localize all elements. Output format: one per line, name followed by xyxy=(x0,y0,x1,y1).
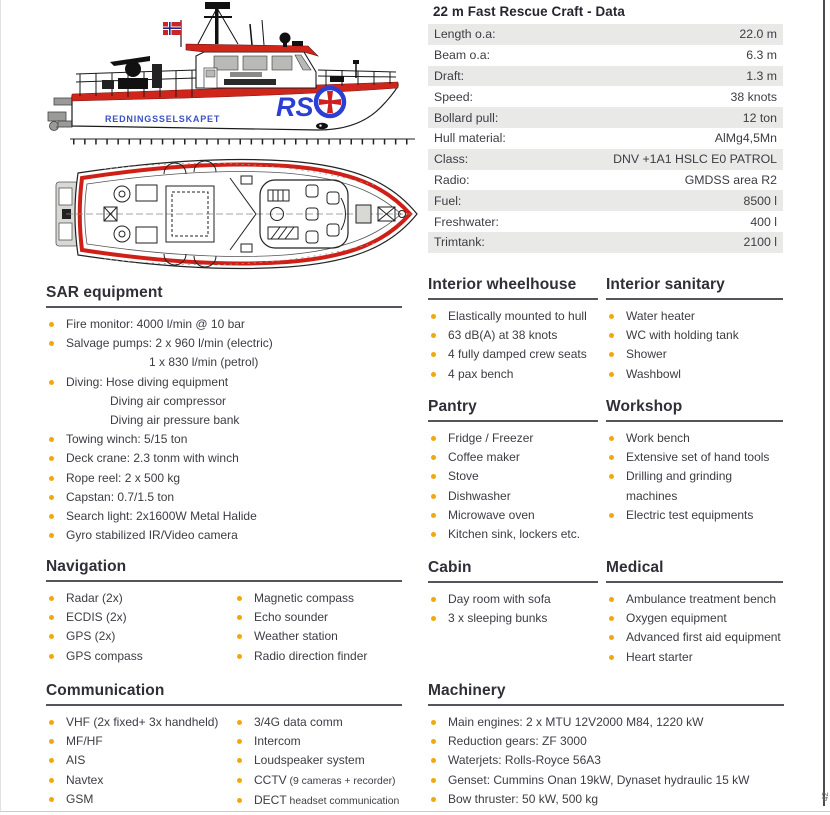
spec-label: Freshwater: xyxy=(434,214,499,229)
spec-value: 38 knots xyxy=(730,89,777,104)
list-item: GPS compass xyxy=(46,647,234,666)
hawse-eye xyxy=(316,123,328,129)
list-item: CCTV (9 cameras + recorder) xyxy=(234,771,402,791)
section-title-communication: Communication xyxy=(46,682,165,699)
list-item: 1 x 830 l/min (petrol) xyxy=(149,355,259,370)
page-side-label: 42 xyxy=(821,792,830,801)
machinery-list xyxy=(428,713,784,809)
list-item: Elastically mounted to hull xyxy=(428,307,598,326)
spec-row xyxy=(428,190,783,211)
spec-table-title: 22 m Fast Rescue Craft - Data xyxy=(433,4,625,19)
wheelhouse xyxy=(186,44,318,88)
list-item: Genset: Cummins Onan 19kW, Dynaset hydraulic 15 kW xyxy=(428,771,784,790)
list-item: Salvage pumps: 2 x 960 l/min (electric) xyxy=(46,334,402,353)
list-item: Shower xyxy=(606,345,783,364)
list-item: Stove xyxy=(428,467,598,486)
list-item: Day room with sofa xyxy=(428,590,598,609)
spec-label: Radio: xyxy=(434,172,470,187)
spec-label: Draft: xyxy=(434,68,465,83)
section-interior-wheelhouse xyxy=(428,276,598,384)
list-item: Water heater xyxy=(606,307,783,326)
list-item: Search light: 2x1600W Metal Halide xyxy=(46,507,402,526)
page-right-border xyxy=(823,0,825,806)
mast-and-antennas xyxy=(198,2,303,47)
list-item: Extensive set of hand tools xyxy=(606,448,783,467)
list-item: ECDIS (2x) xyxy=(46,608,234,627)
list-item: Fridge / Freezer xyxy=(428,429,598,448)
list-item: 3/4G data comm xyxy=(234,713,402,732)
section-machinery xyxy=(428,682,784,809)
list-item: Fire monitor: 4000 l/min @ 10 bar xyxy=(46,315,402,334)
spec-value: 1.3 m xyxy=(746,68,777,83)
spec-row xyxy=(428,128,783,149)
list-item: Radar (2x) xyxy=(46,589,234,608)
spec-value: GMDSS area R2 xyxy=(684,172,777,187)
spec-row xyxy=(428,170,783,191)
list-item: Drilling and grinding machines xyxy=(606,467,783,505)
list-item: GPS (2x) xyxy=(46,627,234,646)
section-cabin xyxy=(428,559,598,628)
section-sar-equipment xyxy=(46,284,402,545)
list-item: Coffee maker xyxy=(428,448,598,467)
list-item: Dishwasher xyxy=(428,487,598,506)
list-item: Weather station xyxy=(234,627,402,646)
list-item: WC with holding tank xyxy=(606,326,783,345)
divider xyxy=(428,581,598,583)
list-item: VHF (2x fixed+ 3x handheld) xyxy=(46,713,234,732)
boat-deck-plan-illustration xyxy=(48,152,420,276)
list-item: Waterjets: Rolls-Royce 56A3 xyxy=(428,751,784,770)
navigation-list-col1 xyxy=(46,589,234,666)
communication-list-col2 xyxy=(234,713,402,811)
list-item: Washbowl xyxy=(606,365,783,384)
rs-logo-text: RS xyxy=(276,92,314,122)
spec-row xyxy=(428,211,783,232)
list-item: Bow thruster: 50 kW, 500 kg xyxy=(428,790,784,809)
list-item: Microwave oven xyxy=(428,506,598,525)
list-item: Oxygen equipment xyxy=(606,609,783,628)
page-bottom-border xyxy=(0,811,830,812)
spec-label: Length o.a: xyxy=(434,27,496,42)
boat-side-view-illustration xyxy=(18,0,420,150)
sar-list xyxy=(46,315,402,545)
spec-row xyxy=(428,107,783,128)
communication-list-col1 xyxy=(46,713,234,811)
spec-value: 22.0 m xyxy=(739,27,777,42)
spec-row xyxy=(428,149,783,170)
list-item: Diving: Hose diving equipment xyxy=(46,373,402,392)
hull-name-text: REDNINGSSELSKAPET xyxy=(105,114,221,124)
section-title-machinery: Machinery xyxy=(428,682,506,699)
list-item: Navtex xyxy=(46,771,234,790)
divider xyxy=(428,420,598,422)
spec-value: 2100 l xyxy=(743,235,777,250)
list-item: Gyro stabilized IR/Video camera xyxy=(46,526,402,545)
section-title-workshop: Workshop xyxy=(606,398,683,415)
list-item: Radio direction finder xyxy=(234,647,402,666)
divider xyxy=(428,298,598,300)
page-left-border xyxy=(0,0,1,811)
list-item: Diving air compressor xyxy=(110,393,227,408)
list-item: Deck crane: 2.3 tonm with winch xyxy=(46,449,402,468)
list-item: Rope reel: 2 x 500 kg xyxy=(46,469,402,488)
list-item: Electric test equipments xyxy=(606,506,783,525)
spec-value: 6.3 m xyxy=(746,48,777,63)
sanitary-list xyxy=(606,307,783,384)
list-item: 4 fully damped crew seats xyxy=(428,345,598,364)
list-item: Capstan: 0.7/1.5 ton xyxy=(46,488,402,507)
norwegian-flag-icon xyxy=(163,20,181,47)
divider xyxy=(46,306,402,308)
spec-label: Class: xyxy=(434,152,469,167)
navigation-list-col2 xyxy=(234,589,402,666)
spec-label: Fuel: xyxy=(434,193,462,208)
spec-row xyxy=(428,45,783,66)
list-item: Magnetic compass xyxy=(234,589,402,608)
section-title-cabin: Cabin xyxy=(428,559,472,576)
list-item: Kitchen sink, lockers etc. xyxy=(428,525,598,544)
list-item: Towing winch: 5/15 ton xyxy=(46,430,402,449)
divider xyxy=(606,298,783,300)
list-item: 3 x sleeping bunks xyxy=(428,609,598,628)
divider xyxy=(606,581,783,583)
list-item: Diving air pressure bank xyxy=(110,413,240,428)
list-item: Work bench xyxy=(606,429,783,448)
list-item: Ambulance treatment bench xyxy=(606,590,783,609)
list-item: MF/HF xyxy=(46,732,234,751)
list-item: 4 pax bench xyxy=(428,365,598,384)
spec-table xyxy=(428,0,783,253)
section-title-medical: Medical xyxy=(606,559,664,576)
list-item: Loudspeaker system xyxy=(234,751,402,770)
section-title-navigation: Navigation xyxy=(46,558,127,575)
list-item: GSM xyxy=(46,790,234,809)
section-title-pantry: Pantry xyxy=(428,398,477,415)
spec-row xyxy=(428,66,783,87)
list-item: Echo sounder xyxy=(234,608,402,627)
section-title-sanitary: Interior sanitary xyxy=(606,276,725,293)
divider xyxy=(606,420,783,422)
list-item: Intercom xyxy=(234,732,402,751)
cabin-list xyxy=(428,590,598,628)
waterjet-stern-gear xyxy=(48,98,74,131)
section-pantry xyxy=(428,398,598,544)
spec-row xyxy=(428,232,783,253)
pantry-list xyxy=(428,429,598,544)
workshop-list xyxy=(606,429,783,525)
list-item: Reduction gears: ZF 3000 xyxy=(428,732,784,751)
wheelhouse-list xyxy=(428,307,598,384)
section-interior-sanitary xyxy=(606,276,783,384)
spec-value: 12 ton xyxy=(742,110,777,125)
spec-row xyxy=(428,24,783,45)
spec-label: Bollard pull: xyxy=(434,110,499,125)
spec-label: Beam o.a: xyxy=(434,48,491,63)
spec-label: Hull material: xyxy=(434,131,506,146)
list-item: Advanced first aid equipment xyxy=(606,628,783,647)
spec-label: Speed: xyxy=(434,89,473,104)
section-title-wheelhouse: Interior wheelhouse xyxy=(428,276,577,293)
section-communication xyxy=(46,682,402,811)
spec-table-rows xyxy=(428,24,783,253)
spec-value: 400 l xyxy=(750,214,777,229)
rs-logo xyxy=(276,88,344,122)
waterline-ruler xyxy=(70,139,415,142)
list-item: AIS xyxy=(46,751,234,770)
list-item: 63 dB(A) at 38 knots xyxy=(428,326,598,345)
spec-value: DNV +1A1 HSLC E0 PATROL xyxy=(613,152,777,167)
list-item: Heart starter xyxy=(606,648,783,667)
spec-value: AlMg4,5Mn xyxy=(714,131,777,146)
list-item: Main engines: 2 x MTU 12V2000 M84, 1220 kW xyxy=(428,713,784,732)
divider xyxy=(46,580,402,582)
section-title-sar: SAR equipment xyxy=(46,284,163,301)
section-navigation xyxy=(46,558,402,666)
spec-label: Trimtank: xyxy=(434,235,485,250)
divider xyxy=(428,704,784,706)
spec-row xyxy=(428,86,783,107)
section-workshop xyxy=(606,398,783,525)
spec-value: 8500 l xyxy=(743,193,777,208)
medical-list xyxy=(606,590,783,667)
list-item: DECT headset communication xyxy=(234,791,402,811)
section-medical xyxy=(606,559,783,667)
divider xyxy=(46,704,402,706)
